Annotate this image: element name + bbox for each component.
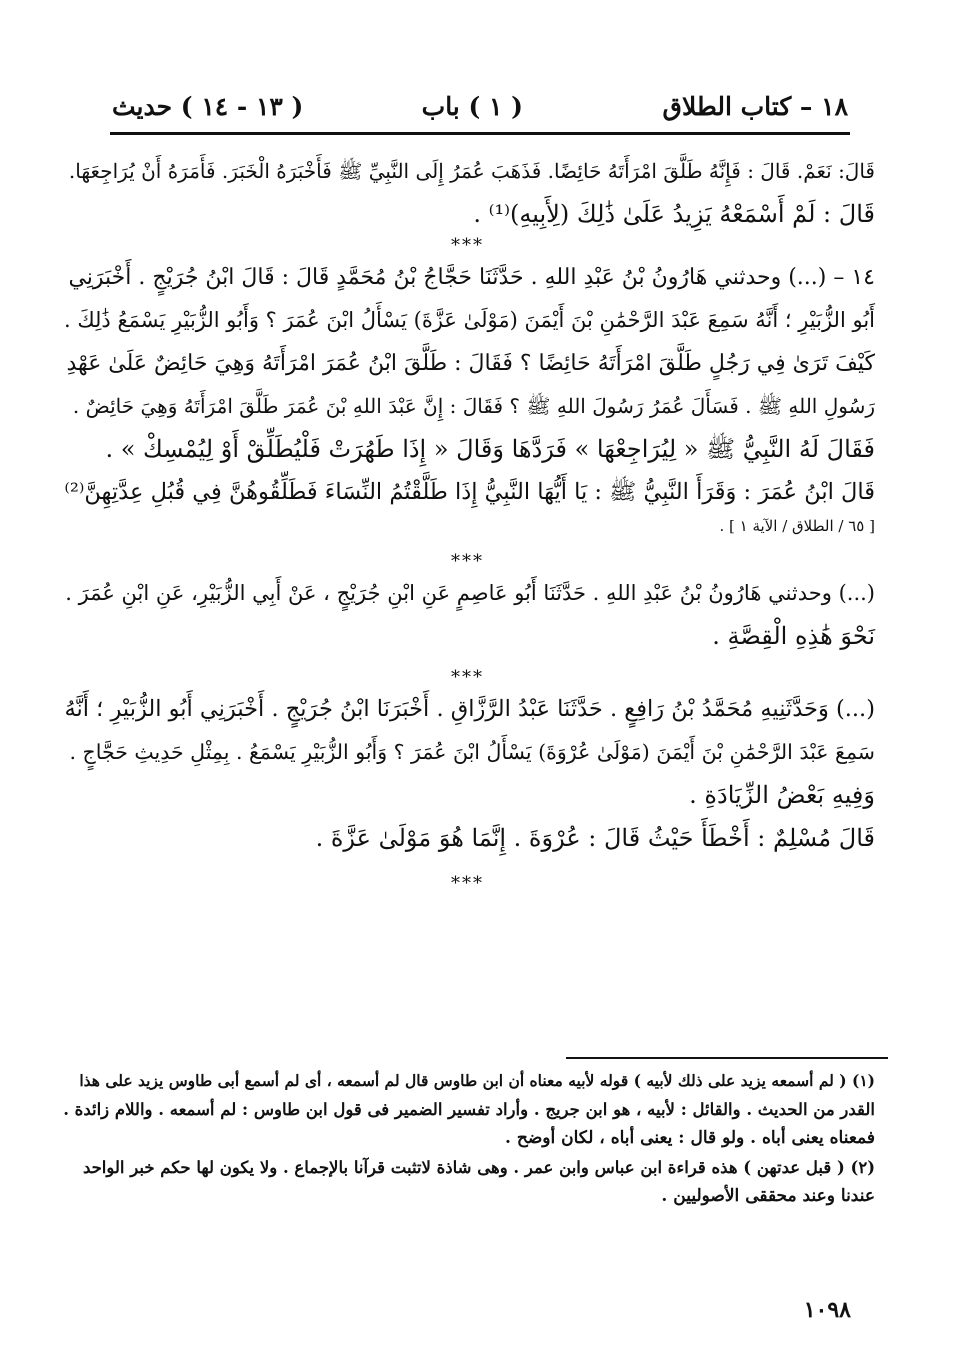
- text-line: ١٤ – (...) وحدثني هَارُونُ بْنُ عَبْدِ اللهِ . حَدَّثَنَا حَجَّاجُ بْنُ مُحَمَّدٍ قَالَ : قَالَ ابْنُ جُرَيْجٍ . أَخْبَرَنِي: [68, 265, 875, 290]
- section-separator: ***: [451, 235, 484, 256]
- quran-reference: [ ٦٥ / الطلاق / الآية ١ ] .: [719, 517, 875, 535]
- hadith-range: ( ١٣ - ١٤ ) حديث: [112, 92, 304, 121]
- footnote-line: عندنا وعند محققى الأصوليين .: [661, 1186, 875, 1206]
- text-line: قَالَ مُسْلِمٌ : أَخْطَأَ حَيْثُ قَالَ : عُرْوَةَ . إِنَّمَا هُوَ مَوْلَىٰ عَزَّةَ .: [315, 824, 875, 852]
- header-divider: [110, 132, 850, 135]
- section-separator: ***: [451, 873, 484, 894]
- text-line: وَفِيهِ بَعْضُ الزِّيَادَةِ .: [689, 781, 875, 809]
- footnote-line: فمعناه يعنى أباه . ولو قال : يعنى أباه ، لكان أوضح .: [505, 1128, 875, 1148]
- text-line: كَيْفَ تَرَىٰ فِي رَجُلٍ طَلَّقَ امْرَأَتَهُ حَائِضًا ؟ فَقَالَ : طَلَّقَ ابْنُ عُمَرَ امْرَأَتَهُ وَهِيَ حَائِضٌ عَلَىٰ عَهْدِ: [66, 351, 875, 376]
- footnote-line: (١) ( لم أسمعه يزيد على ذلك لأبيه ) قوله لأبيه معناه أن ابن طاوس قال لم أسمعه ، أى لم أسمع أبى طاوس يزيد على هذا: [79, 1071, 875, 1090]
- text-line: قَالَ : لَمْ أَسْمَعْهُ يَزِيدُ عَلَىٰ ذَٰلِكَ (لِأَبِيهِ)⁽¹⁾ .: [473, 200, 875, 228]
- text-line: رَسُولِ اللهِ ﷺ . فَسَأَلَ عُمَرُ رَسُولَ اللهِ ﷺ ؟ فَقَالَ : إِنَّ عَبْدَ اللهِ بْنَ عُمَرَ طَلَّقَ امْرَأَتَهُ وَهِيَ حَائِضٌ .: [72, 394, 875, 418]
- footnote-line: (٢) ( قبل عدتهن ) هذه قراءة ابن عباس وابن عمر . وهى شاذة لاتثبت قرآنا بالإجماع . ولا يكون لها حكم خبر الواحد: [82, 1158, 875, 1177]
- page-header: [112, 92, 848, 132]
- footnotes: [60, 1066, 875, 1211]
- text-line: نَحْوَ هَٰذِهِ الْقِصَّةِ .: [712, 622, 875, 650]
- chapter-title: ١٨ – كتاب الطلاق: [662, 92, 848, 121]
- text-line: فَقَالَ لَهُ النَّبِيُّ ﷺ « لِيُرَاجِعْهَا » فَرَدَّهَا وَقَالَ « إِذَا طَهُرَتْ فَلْيُطَلِّقْ أَوْ لِيُمْسِكْ » .: [105, 435, 875, 463]
- section-separator: ***: [451, 667, 484, 688]
- footnote-divider: [566, 1057, 888, 1059]
- text-line: قَالَ ابْنُ عُمَرَ : وَقَرَأَ النَّبِيُّ ﷺ : يَا أَيُّهَا النَّبِيُّ إِذَا طَلَّقْتُمُ النِّسَاءَ فَطَلِّقُوهُنَّ فِي قُبُلِ عِدَّتِهِنَّ⁽²⁾: [64, 479, 875, 505]
- text-line: (...) وحدثني هَارُونُ بْنُ عَبْدِ اللهِ . حَدَّثَنَا أَبُو عَاصِمٍ عَنِ ابْنِ جُرَيْجٍ ، عَنْ أَبِي الزُّبَيْرِ، عَنِ ابْنِ عُمَرَ .: [65, 581, 875, 605]
- section-separator: ***: [451, 551, 484, 572]
- text-line: قَالَ: نَعَمْ. قَالَ : فَإِنَّهُ طَلَّقَ امْرَأَتَهُ حَائِضًا. فَذَهَبَ عُمَرُ إِلَى النَّبِيِّ ﷺ فَأَخْبَرَهُ الْخَبَرَ. فَأَمَرَهُ أَنْ يُرَاجِعَهَا.: [68, 159, 875, 183]
- text-line: أَبُو الزُّبَيْرِ ؛ أَنَّهُ سَمِعَ عَبْدَ الرَّحْمَٰنِ بْنَ أَيْمَنَ (مَوْلَىٰ عَزَّةَ) يَسْأَلُ ابْنَ عُمَرَ ؟ وَأَبُو الزُّبَيْرِ يَسْمَعُ ذَٰلِكَ .: [63, 308, 875, 332]
- footnote-line: القدر من الحديث . والقائل : لأبيه ، هو ابن جريج . وأراد تفسير الضمير فى قول ابن طاوس : لم أسمعه . واللام زائدة .: [63, 1100, 875, 1119]
- text-line: (...) وَحَدَّثَنِيهِ مُحَمَّدُ بْنُ رَافِعٍ . حَدَّثَنَا عَبْدُ الرَّزَّاقِ . أَخْبَرَنَا ابْنُ جُرَيْجٍ . أَخْبَرَنِي أَبُو الزُّبَيْرِ ؛ أَنَّهُ: [64, 696, 875, 722]
- text-line: سَمِعَ عَبْدَ الرَّحْمَٰنِ بْنَ أَيْمَنَ (مَوْلَىٰ عُرْوَةَ) يَسْأَلُ ابْنَ عُمَرَ ؟ وَأَبُو الزُّبَيْرِ يَسْمَعُ . بِمِثْلِ حَدِيثِ حَجَّاجٍ .: [69, 740, 875, 764]
- bab-number: ( ١ ) باب: [421, 92, 523, 121]
- main-text: [60, 150, 875, 894]
- page-number: ١٠٩٨: [803, 1297, 851, 1323]
